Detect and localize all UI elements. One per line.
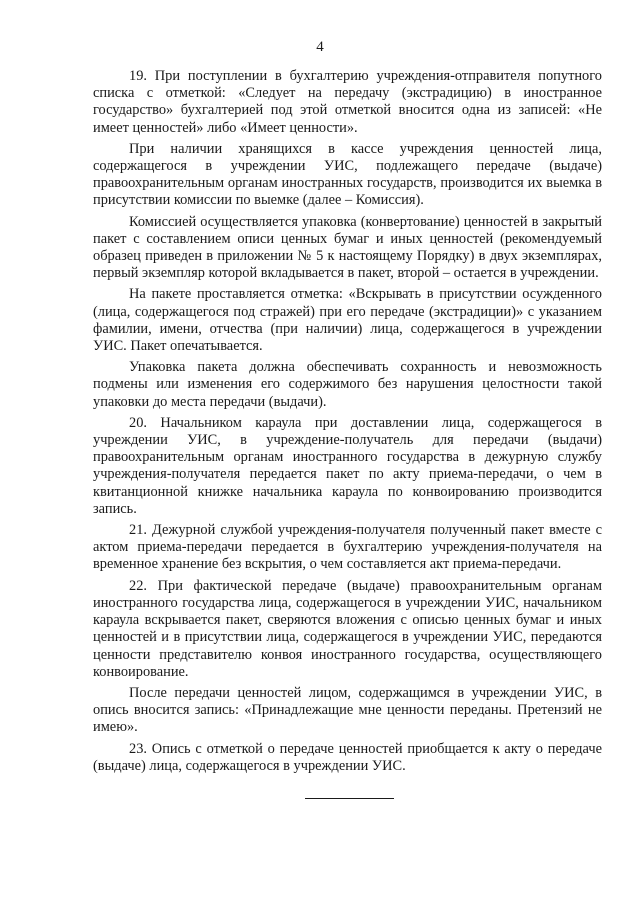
paragraph-valuables-seizure: При наличии хранящихся в кассе учреждения ценностей лица, содержащегося в учреждении УИС, подлежащего передаче (выдаче) правоохранительным органам иностранных государств, производится их выемка в присутствии комиссии по выемке (далее – Комиссия). xyxy=(93,140,602,209)
paragraph-19: 19. При поступлении в бухгалтерию учреждения-отправителя попутного списка с отметкой: «Следует на передачу (экстрадицию) в иностранное государство» бухгалтерией под этой отметкой вносится одна из записей: «Не имеет ценностей» либо «Имеет ценности». xyxy=(93,68,602,136)
paragraph-21: 21. Дежурной службой учреждения-получателя полученный пакет вместе с актом приема-передачи передается в бухгалтерию учреждения-получателя на временное хранение без вскрытия, о чем составляется акт приема-передачи. xyxy=(93,522,602,573)
paragraph-inventory-record: После передачи ценностей лицом, содержащимся в учреждении УИС, в опись вносится запись: «Принадлежащие мне ценности переданы. Претензий не имею». xyxy=(93,684,602,736)
paragraph-23: 23. Опись с отметкой о передаче ценностей приобщается к акту о передаче (выдаче) лица, содержащегося в учреждении УИС. xyxy=(93,740,602,774)
paragraph-20: 20. Начальником караула при доставлении лица, содержащегося в учреждении УИС, в учреждение-получатель для передачи (выдачи) правоохранительным органам иностранного государства в дежурную службу учреждения-получателя передается пакет по акту приема-передачи, о чем в квитанционной книжке начальника караула по конвоированию производится запись. xyxy=(93,414,602,517)
paragraph-package-mark: На пакете проставляется отметка: «Вскрывать в присутствии осужденного (лица, содержащегося под стражей) при его передаче (экстрадиции)» с указанием фамилии, имени, отчества (при наличии) лица, содержащегося в учреждении УИС. Пакет опечатывается. xyxy=(93,286,602,355)
paragraph-22: 22. При фактической передаче (выдаче) правоохранительным органам иностранного государства лица, содержащегося в учреждении УИС, начальником караула вскрывается пакет, сверяются вложения с описью ценных бумаг и иных ценностей и в присутствии лица, содержащегося в учреждении УИС, передаются ценности представителю конвоя иностранного государства, осуществляющего конвоирование. xyxy=(93,577,602,680)
paragraph-package-integrity: Упаковка пакета должна обеспечивать сохранность и невозможность подмены или изменения его содержимого без нарушения целостности такой упаковки до места передачи (выдачи). xyxy=(93,359,602,410)
end-divider-line xyxy=(305,798,394,799)
paragraph-packaging: Комиссией осуществляется упаковка (конвертование) ценностей в закрытый пакет с составлением описи ценных бумаг и иных ценностей (рекомендуемый образец приведен в приложении № 5 к настоящему Порядку) в двух экземплярах, первый экземпляр которой вкладывается в пакет, второй – остается в учреждении. xyxy=(93,213,602,282)
page-number: 4 xyxy=(316,39,324,55)
document-body xyxy=(93,68,602,779)
